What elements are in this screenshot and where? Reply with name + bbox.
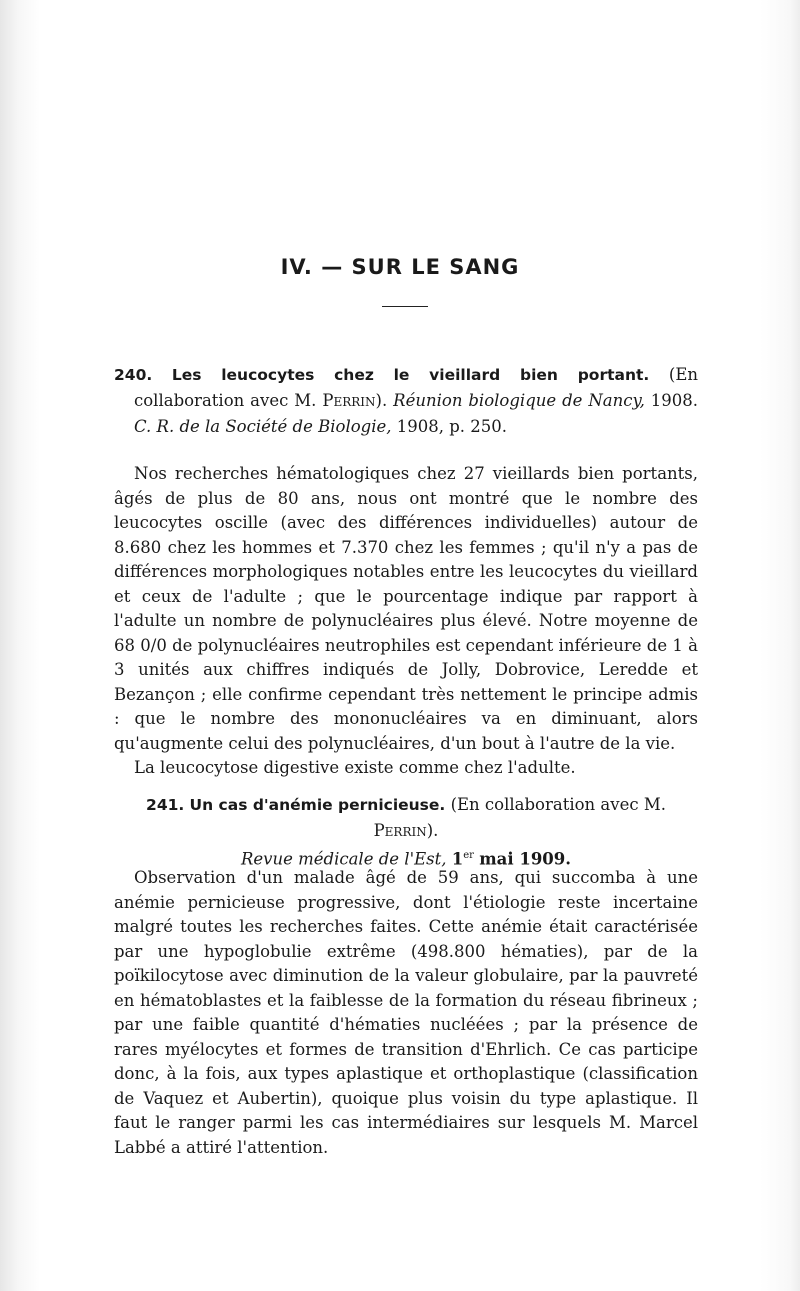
entry-240-collab-open: (En collaboration avec <box>134 365 699 410</box>
entry-241-number: 241. <box>146 796 185 814</box>
entry-241-collab-close: ). <box>426 821 439 840</box>
section-heading: IV. — SUR LE SANG <box>280 255 520 279</box>
entry-240-cr: C. R. de la Société de Biologie, <box>134 417 392 436</box>
entry-241-body <box>114 866 698 1160</box>
entry-241-paragraph: Observation d'un malade âgé de 59 ans, qui succomba à une anémie pernicieuse progressive, dont l'étiologie reste incertaine malgré toutes les recherches faites. Cette anémie était caractérisée par une hypoglobulie extrême (498.800 hématies), par de la poïkilocytose avec diminution de la valeur globulaire, par la pauvreté en hématoblastes et la faiblesse de la formation du réseau fibrineux ; par une faible quantité d'hématies nucléées ; par la présence de rares myélocytes et formes de transition d'Ehrlich. Ce cas participe donc, à la fois, aux types aplastique et orthoplastique (classification de Vaquez et Aubertin), quoique plus voisin du type aplastique. Il faut le ranger parmi les cas intermédiaires sur lesquels M. Marcel Labbé a attiré l'attention. <box>114 868 698 1157</box>
entry-241-venue: Revue médicale de l'Est, <box>240 849 447 869</box>
entry-240-collab-prefix: M. <box>294 391 317 410</box>
entry-240-year: 1908. <box>650 391 699 410</box>
entry-240-ref-tail: 1908, p. 250. <box>396 417 508 436</box>
entry-241-date-sup: er <box>463 850 474 861</box>
heading-rule <box>382 306 428 307</box>
entry-241-date-rest: mai 1909. <box>479 849 572 869</box>
entry-241-date-day: 1 <box>451 849 464 869</box>
entry-241-title: Un cas d'anémie pernicieuse. <box>189 796 446 814</box>
entry-240-collab-close: ). <box>375 391 388 410</box>
entry-241-header <box>114 792 698 872</box>
entry-241-collab: (En collaboration avec M. <box>450 795 666 814</box>
entry-240-paragraph-1: Nos recherches hématologiques chez 27 vieillards bien portants, âgés de plus de 80 ans, nous ont montré que le nombre des leucocytes oscille (avec des différences individuelles) autour de 8.680 chez les hommes et 7.370 chez les femmes ; qu'il n'y a pas de différences morphologiques notables entre les leucocytes du vieillard et ceux de l'adulte ; que le pourcentage indique par rapport à l'adulte un nombre de polynucléaires plus élevé. Notre moyenne de 68 0/0 de polynucléaires neutrophiles est cependant inférieure de 1 à 3 unités aux chiffres indiqués de Jolly, Dobrovice, Leredde et Bezançon ; elle confirme cependant très nettement le principe admis : que le nombre des mononucléaires va en diminuant, alors qu'augmente celui des polynucléaires, d'un bout à l'autre de la vie. <box>114 464 698 753</box>
entry-241-collab-name: Perrin <box>373 821 427 840</box>
entry-240-venue: Réunion biologique de Nancy, <box>393 391 645 410</box>
entry-240-number: 240. <box>114 366 153 384</box>
entry-240-body <box>114 462 698 781</box>
entry-240-title: Les leucocytes chez le vieillard bien portant. <box>171 366 650 384</box>
entry-240-paragraph-2: La leucocytose digestive existe comme chez l'adulte. <box>134 758 576 777</box>
entry-240-collab-name: Perrin <box>322 391 376 410</box>
entry-240-header <box>114 362 698 440</box>
